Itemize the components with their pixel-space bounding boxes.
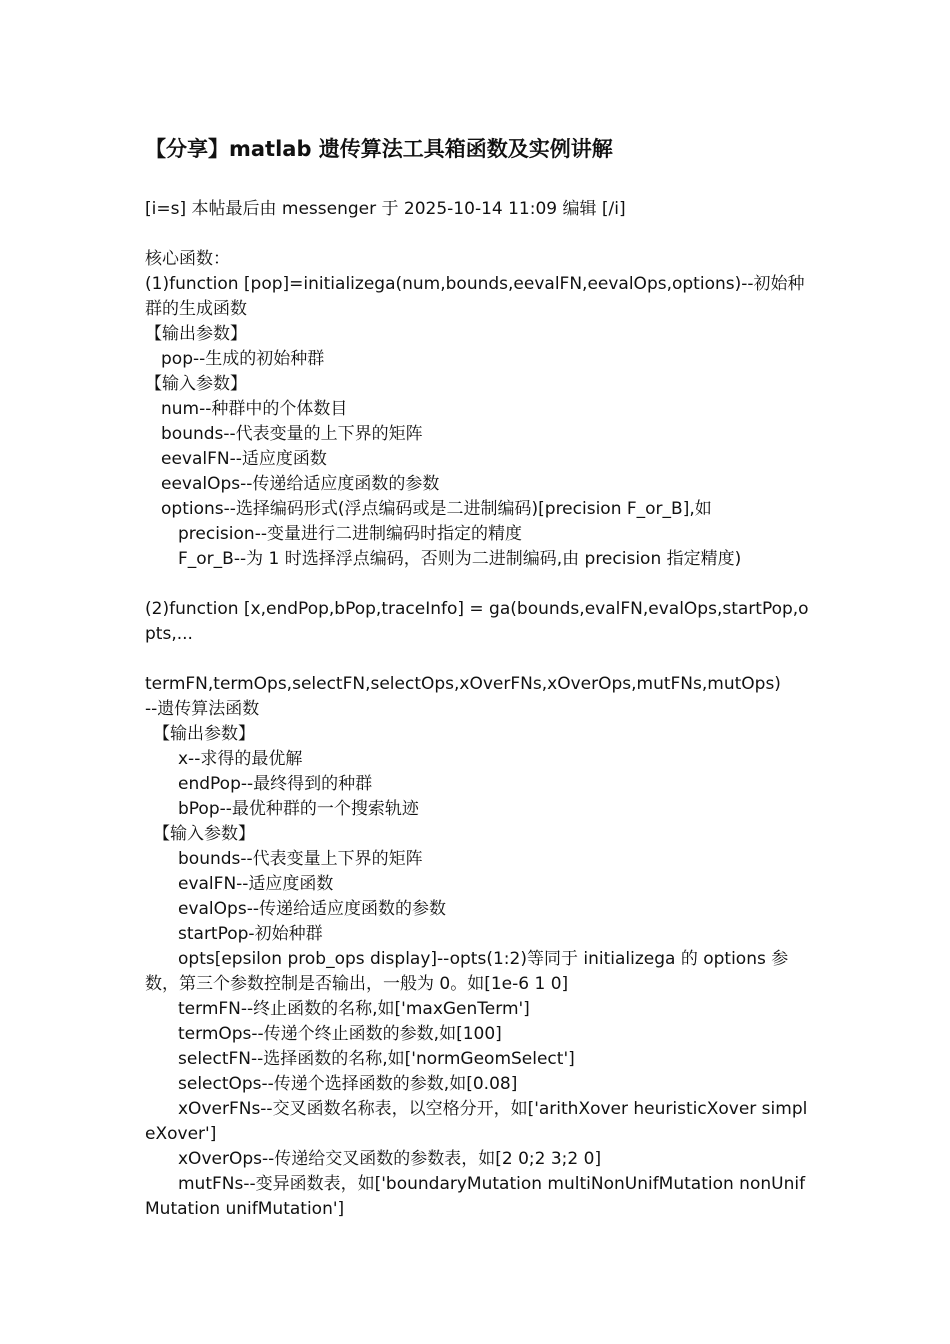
param-line-wrapped: opts[epsilon prob_ops display]--opts(1:2)等同于 initializega 的 options 参数，第三个参数控制是否输出，一般为 0。如[1e-6 1 0] xyxy=(145,949,789,994)
param-line: termFN--终止函数的名称,如['maxGenTerm'] xyxy=(178,999,530,1019)
function-description-ga: --遗传算法函数 xyxy=(145,699,260,719)
input-params-heading: 【输入参数】 xyxy=(153,824,255,844)
output-params-heading: 【输出参数】 xyxy=(153,724,255,744)
param-subline: F_or_B--为 1 时选择浮点编码，否则为二进制编码,由 precision 指定精度) xyxy=(178,549,742,569)
blank-line xyxy=(145,647,810,672)
post-title: 【分享】matlab 遗传算法工具箱函数及实例讲解 xyxy=(145,137,613,161)
blank-line xyxy=(145,572,810,597)
output-params-heading: 【输出参数】 xyxy=(145,324,247,344)
param-line-wrapped: mutFNs--变异函数表，如['boundaryMutation multiNonUnifMutation nonUnifMutation unifMutation'] xyxy=(145,1174,806,1219)
param-line: num--种群中的个体数目 xyxy=(161,399,348,419)
param-line: evalFN--适应度函数 xyxy=(178,874,334,894)
param-line: pop--生成的初始种群 xyxy=(161,349,325,369)
param-line: xOverOps--传递给交叉函数的参数表，如[2 0;2 3;2 0] xyxy=(178,1149,602,1169)
param-line: evalOps--传递给适应度函数的参数 xyxy=(178,899,446,919)
param-line: eevalOps--传递给适应度函数的参数 xyxy=(161,474,440,494)
edit-note: [i=s] 本帖最后由 messenger 于 2025-10-14 11:09 编辑 [/i] xyxy=(145,199,626,219)
post-body xyxy=(145,247,810,1222)
param-line: startPop-初始种群 xyxy=(178,924,323,944)
function-signature-ga-continued: termFN,termOps,selectFN,selectOps,xOverFNs,xOverOps,mutFNs,mutOps) xyxy=(145,674,781,694)
param-line: selectFN--选择函数的名称,如['normGeomSelect'] xyxy=(178,1049,575,1069)
section-heading-core-functions: 核心函数： xyxy=(145,249,230,269)
param-line: bounds--代表变量的上下界的矩阵 xyxy=(161,424,423,444)
function-signature-initializega: (1)function [pop]=initializega(num,bounds,eevalFN,eevalOps,options)--初始种群的生成函数 xyxy=(145,274,805,319)
param-line: eevalFN--适应度函数 xyxy=(161,449,327,469)
input-params-heading: 【输入参数】 xyxy=(145,374,247,394)
param-line: bounds--代表变量上下界的矩阵 xyxy=(178,849,423,869)
param-line: x--求得的最优解 xyxy=(178,749,303,769)
param-line: bPop--最优种群的一个搜索轨迹 xyxy=(178,799,419,819)
param-line: endPop--最终得到的种群 xyxy=(178,774,373,794)
param-subline: precision--变量进行二进制编码时指定的精度 xyxy=(178,524,522,544)
function-signature-ga: (2)function [x,endPop,bPop,traceInfo] = ga(bounds,evalFN,evalOps,startPop,opts,... xyxy=(145,599,809,644)
param-line: selectOps--传递个选择函数的参数,如[0.08] xyxy=(178,1074,518,1094)
param-line: termOps--传递个终止函数的参数,如[100] xyxy=(178,1024,502,1044)
param-line-wrapped: xOverFNs--交叉函数名称表，以空格分开，如['arithXover heuristicXover simpleXover'] xyxy=(145,1099,808,1144)
param-line: options--选择编码形式(浮点编码或是二进制编码)[precision F_or_B],如 xyxy=(161,499,712,519)
